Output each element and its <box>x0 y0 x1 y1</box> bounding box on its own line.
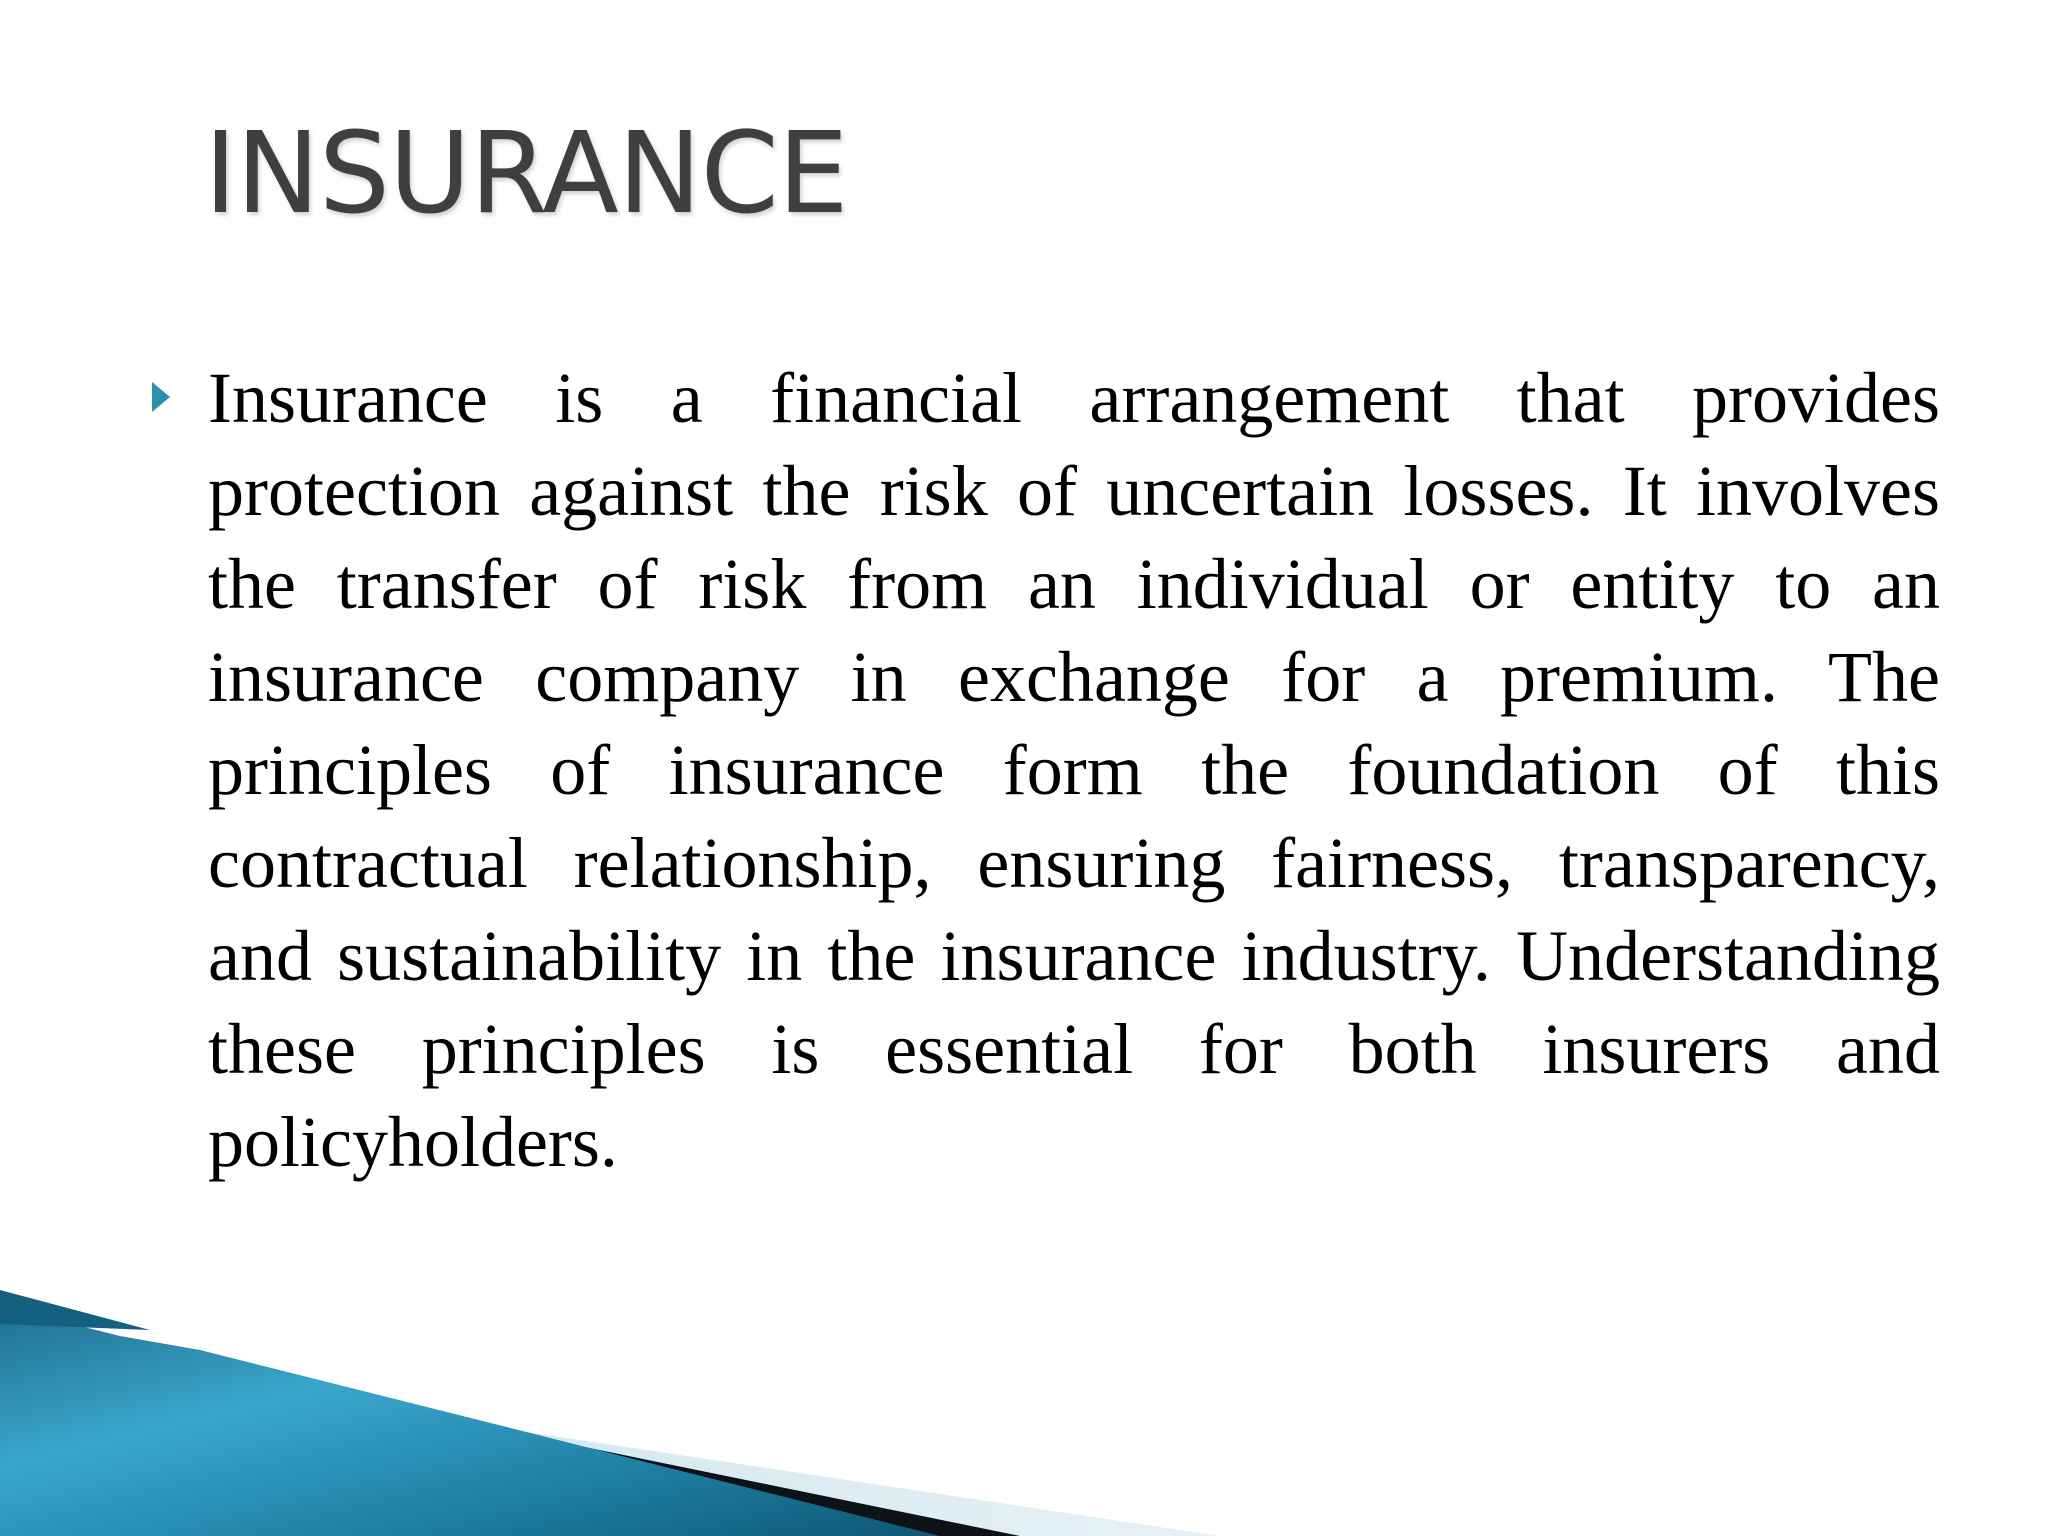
decorative-swoosh <box>0 1290 2048 1536</box>
bullet-text: Insurance is a financial arrangement that provides protection against the risk of uncertain losses. It involves the transfer of risk from an individual or entity to an insurance company in exchange for a premium. The principles of insurance form the foundation of this contractual relationship, ensuring fairness, transparency, and sustainability in the insurance industry. Understanding these principles is essential for both insurers and policyholders. <box>208 358 1940 1182</box>
triangle-right-icon <box>152 382 170 412</box>
slide-title: INSURANCE <box>204 109 848 239</box>
